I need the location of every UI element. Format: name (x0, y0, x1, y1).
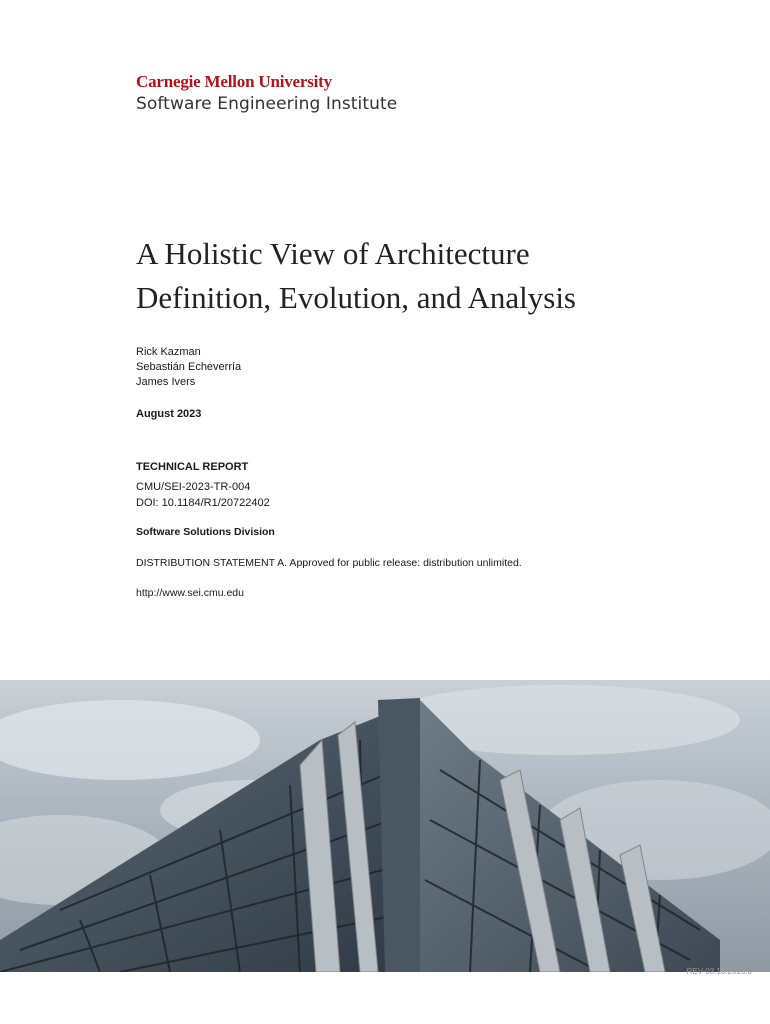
report-identifiers (136, 479, 270, 511)
logo-unit: Software Engineering Institute (136, 94, 398, 114)
author: Rick Kazman (136, 346, 201, 358)
cmu-sei-logo (136, 72, 397, 115)
report-doi: DOI: 10.1184/R1/20722402 (136, 497, 270, 509)
logo-institution: Carnegie Mellon University (136, 72, 332, 91)
revision-code: REV-03.18.2016.0 (686, 967, 752, 976)
author-list (136, 345, 241, 390)
author: Sebastián Echeverría (136, 361, 242, 373)
glass-office-building-photo (0, 680, 770, 972)
author: James Ivers (136, 376, 196, 388)
distribution-statement: DISTRIBUTION STATEMENT A. Approved for public release: distribution unlimited. (136, 557, 522, 569)
title-line-1: A Holistic View of Architecture (136, 236, 530, 271)
website-url: http://www.sei.cmu.edu (136, 587, 244, 599)
report-type: TECHNICAL REPORT (136, 461, 249, 473)
report-number: CMU/SEI-2023-TR-004 (136, 481, 251, 493)
title-line-2: Definition, Evolution, and Analysis (136, 280, 576, 315)
report-title (136, 232, 696, 320)
publication-date: August 2023 (136, 408, 202, 420)
division-name: Software Solutions Division (136, 526, 275, 538)
